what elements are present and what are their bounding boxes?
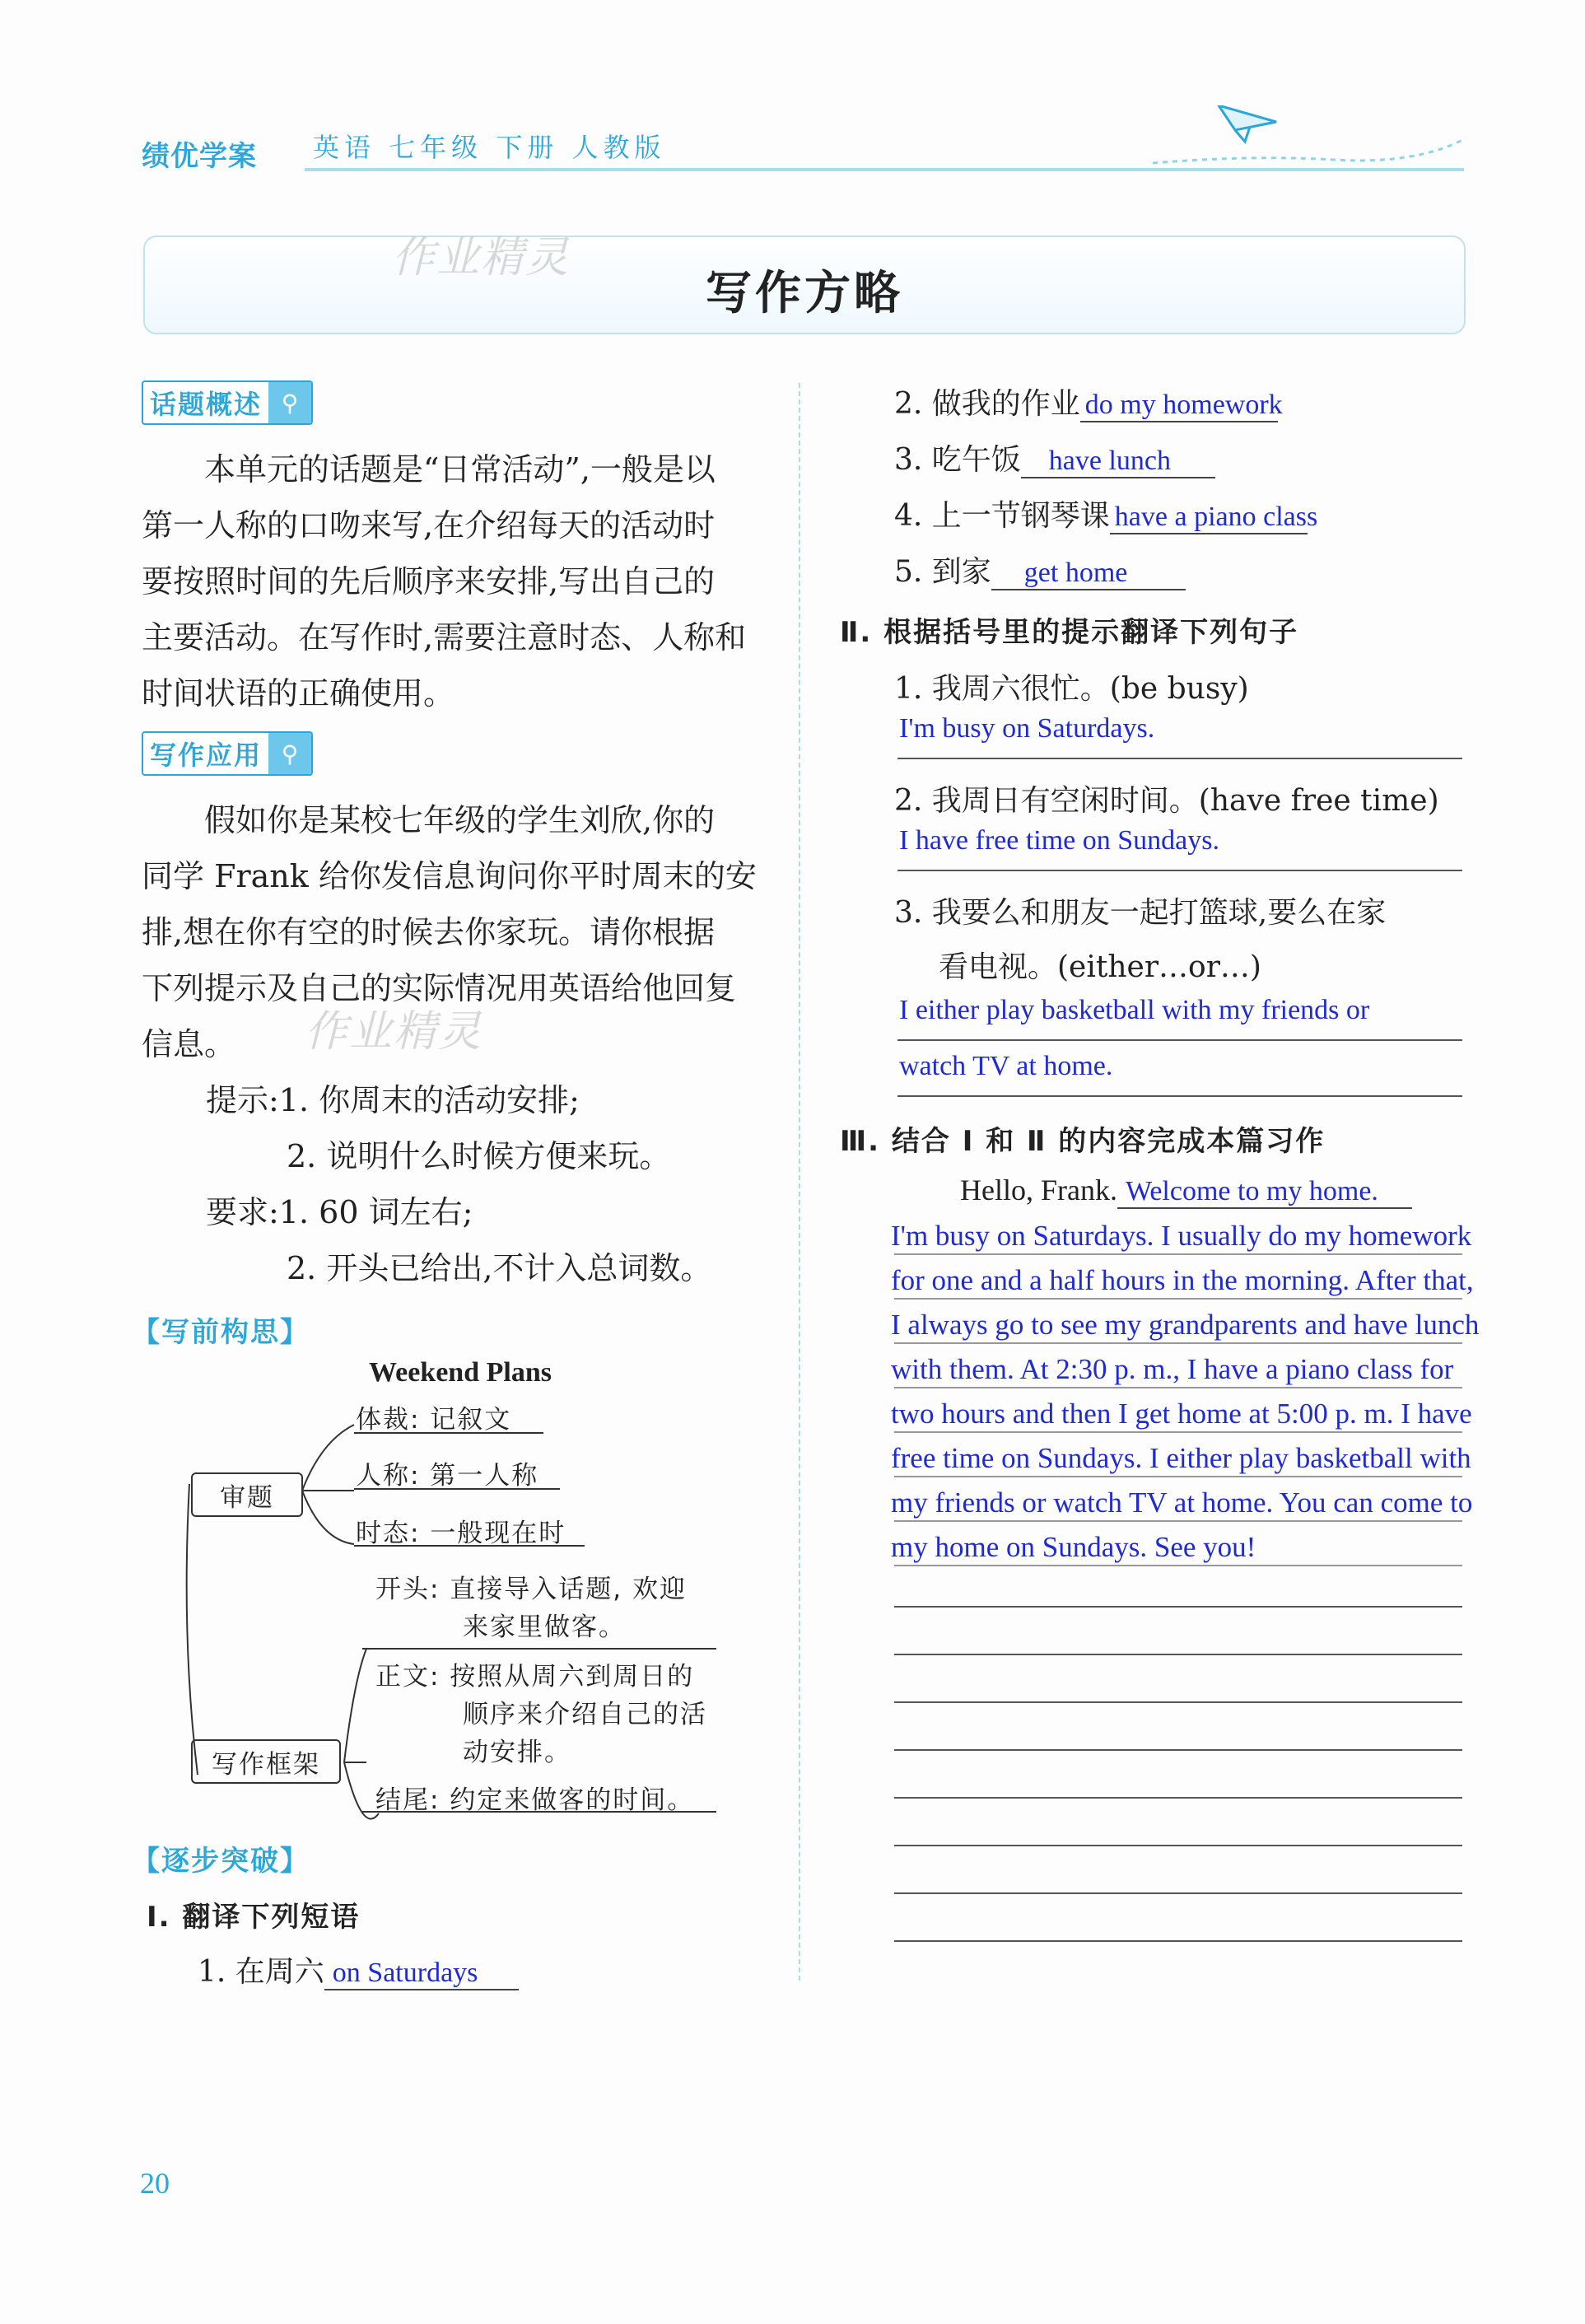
sentence-3-question-cont: 看电视。(either…or…) xyxy=(939,950,1261,984)
task-line: 信息。 xyxy=(142,1026,236,1062)
answer-line xyxy=(897,1095,1462,1097)
phrase-1 xyxy=(198,1948,519,1990)
mindmap-title: Weekend Plans xyxy=(369,1357,552,1388)
section-2-heading: Ⅱ. 根据括号里的提示翻译下列句子 xyxy=(840,616,1299,649)
essay-greeting xyxy=(960,1173,1412,1209)
task-line: 排,想在你有空的时候去你家玩。请你根据 xyxy=(142,914,716,950)
tag-writing-label: 写作应用 xyxy=(143,735,268,772)
writing-line xyxy=(894,1387,1462,1388)
writing-line xyxy=(894,1431,1462,1433)
essay-body xyxy=(891,1214,1533,1570)
writing-line xyxy=(894,1940,1462,1942)
mindmap-opening: 开头: 直接导入话题, 欢迎 xyxy=(375,1575,688,1604)
sentence-2-question: 2. 我周日有空闲时间。(have free time) xyxy=(894,784,1439,818)
task-line: 假如你是某校七年级的学生刘欣,你的 xyxy=(204,802,716,838)
writing-line xyxy=(894,1654,1462,1655)
mindmap-person: 人称: 第一人称 xyxy=(356,1461,539,1491)
writing-line xyxy=(894,1606,1462,1608)
section-1-heading: Ⅰ. 翻译下列短语 xyxy=(147,1901,361,1934)
phrase-5 xyxy=(894,548,1186,590)
header-subtitle: 英语 七年级 下册 人教版 xyxy=(313,132,666,163)
answer-line xyxy=(897,870,1462,871)
essay-first-sentence: Welcome to my home. xyxy=(1125,1176,1378,1206)
phrase-4-answer: have a piano class xyxy=(1114,502,1318,532)
writing-line xyxy=(894,1892,1462,1894)
title-banner xyxy=(143,236,1466,334)
tag-topic-overview xyxy=(142,380,313,425)
prewrite-heading: 【写前构思】 xyxy=(132,1316,310,1349)
topic-line: 本单元的话题是“日常活动”,一般是以 xyxy=(204,451,716,488)
mindmap-tense: 时态: 一般现在时 xyxy=(356,1519,566,1548)
phrase-5-answer: get home xyxy=(1023,558,1128,588)
requirement-2: 2. 开头已给出,不计入总词数。 xyxy=(287,1250,712,1286)
writing-line xyxy=(894,1342,1462,1344)
sentence-3-question: 3. 我要么和朋友一起打篮球,要么在家 xyxy=(894,896,1387,930)
writing-line xyxy=(894,1520,1462,1522)
sentence-3-answer-cont: watch TV at home. xyxy=(899,1051,1113,1081)
topic-line: 时间状语的正确使用。 xyxy=(142,675,455,712)
writing-line xyxy=(894,1565,1462,1566)
topic-paragraph xyxy=(142,441,767,721)
phrase-2-answer: do my homework xyxy=(1084,390,1283,420)
phrase-2-label: 2. 做我的作业 xyxy=(894,387,1080,421)
topic-line: 第一人称的口吻来写,在介绍每天的活动时 xyxy=(142,507,716,544)
sentence-1-question: 1. 我周六很忙。(be busy) xyxy=(894,672,1249,706)
magnifier-icon: ⚲ xyxy=(268,382,311,423)
essay-line: I always go to see my grandparents and have lunch xyxy=(891,1309,1480,1341)
phrase-3-label: 3. 吃午饭 xyxy=(894,443,1021,477)
topic-line: 主要活动。在写作时,需要注意时态、人称和 xyxy=(142,619,747,656)
phrase-1-answer: on Saturdays xyxy=(332,1958,478,1988)
mindmap-node-framework: 写作框架 xyxy=(191,1739,341,1784)
essay-line: my home on Sundays. See you! xyxy=(891,1531,1256,1563)
mindmap-node-analysis: 审题 xyxy=(191,1472,303,1517)
topic-line: 要按照时间的先后顺序来安排,写出自己的 xyxy=(142,563,716,600)
mindmap-body: 正文: 按照从周六到周日的 xyxy=(375,1662,695,1692)
mindmap-opening-cont: 来家里做客。 xyxy=(463,1612,626,1642)
essay-line: I'm busy on Saturdays. I usually do my homework xyxy=(891,1220,1472,1252)
column-divider xyxy=(799,383,800,1981)
greeting-text: Hello, Frank. xyxy=(960,1174,1117,1206)
stepwise-heading: 【逐步突破】 xyxy=(132,1845,310,1878)
phrase-3-answer: have lunch xyxy=(1048,446,1172,476)
sentence-2-answer: I have free time on Sundays. xyxy=(899,825,1219,856)
phrase-4 xyxy=(894,492,1318,534)
tag-writing-application xyxy=(142,731,313,776)
answer-line xyxy=(897,1039,1462,1041)
page-number: 20 xyxy=(140,2167,170,2200)
sentence-1-answer: I'm busy on Saturdays. xyxy=(899,713,1155,744)
task-line: 下列提示及自己的实际情况用英语给他回复 xyxy=(142,970,737,1006)
writing-line xyxy=(894,1298,1462,1300)
essay-line: my friends or watch TV at home. You can come to xyxy=(891,1486,1473,1519)
requirement-1: 要求:1. 60 词左右; xyxy=(206,1194,473,1230)
answer-line xyxy=(897,758,1462,759)
writing-line xyxy=(894,1845,1462,1846)
page-title: 写作方略 xyxy=(706,267,903,320)
essay-line: free time on Sundays. I either play basketball with xyxy=(891,1442,1471,1474)
mindmap-genre: 体裁: 记叙文 xyxy=(356,1405,512,1435)
writing-line xyxy=(894,1749,1462,1751)
task-line: 同学 Frank 给你发信息询问你平时周末的安 xyxy=(142,858,757,894)
hint-2: 2. 说明什么时候方便来玩。 xyxy=(287,1138,671,1174)
hint-1: 提示:1. 你周末的活动安排; xyxy=(206,1082,580,1118)
tag-topic-label: 话题概述 xyxy=(143,384,268,422)
writing-line xyxy=(894,1253,1462,1255)
essay-line: two hours and then I get home at 5:00 p. m. I have xyxy=(891,1398,1472,1430)
watermark-middle: 作业精灵 xyxy=(305,1007,483,1057)
phrase-4-label: 4. 上一节钢琴课 xyxy=(894,499,1110,533)
watermark-top: 作业精灵 xyxy=(392,233,571,282)
phrase-1-label: 1. 在周六 xyxy=(198,1955,324,1989)
writing-line xyxy=(894,1701,1462,1703)
section-3-heading: Ⅲ. 结合 Ⅰ 和 Ⅱ 的内容完成本篇习作 xyxy=(840,1125,1326,1158)
writing-line xyxy=(894,1797,1462,1799)
brand-logo: 绩优学案 xyxy=(142,140,257,173)
phrase-2 xyxy=(894,380,1283,422)
magnifier-icon: ⚲ xyxy=(268,733,311,774)
mindmap-body-cont: 顺序来介绍自己的活 xyxy=(463,1700,707,1729)
sentence-3-answer: I either play basketball with my friends or xyxy=(899,995,1370,1025)
phrase-5-label: 5. 到家 xyxy=(894,555,991,589)
mindmap-ending: 结尾: 约定来做客的时间。 xyxy=(375,1785,695,1815)
paper-plane-icon xyxy=(1153,105,1466,171)
phrase-3 xyxy=(894,436,1215,478)
mindmap-body-cont2: 动安排。 xyxy=(463,1738,571,1767)
writing-line xyxy=(894,1476,1462,1477)
essay-line: for one and a half hours in the morning. After that, xyxy=(891,1264,1474,1296)
essay-line: with them. At 2:30 p. m., I have a piano class for xyxy=(891,1353,1454,1385)
